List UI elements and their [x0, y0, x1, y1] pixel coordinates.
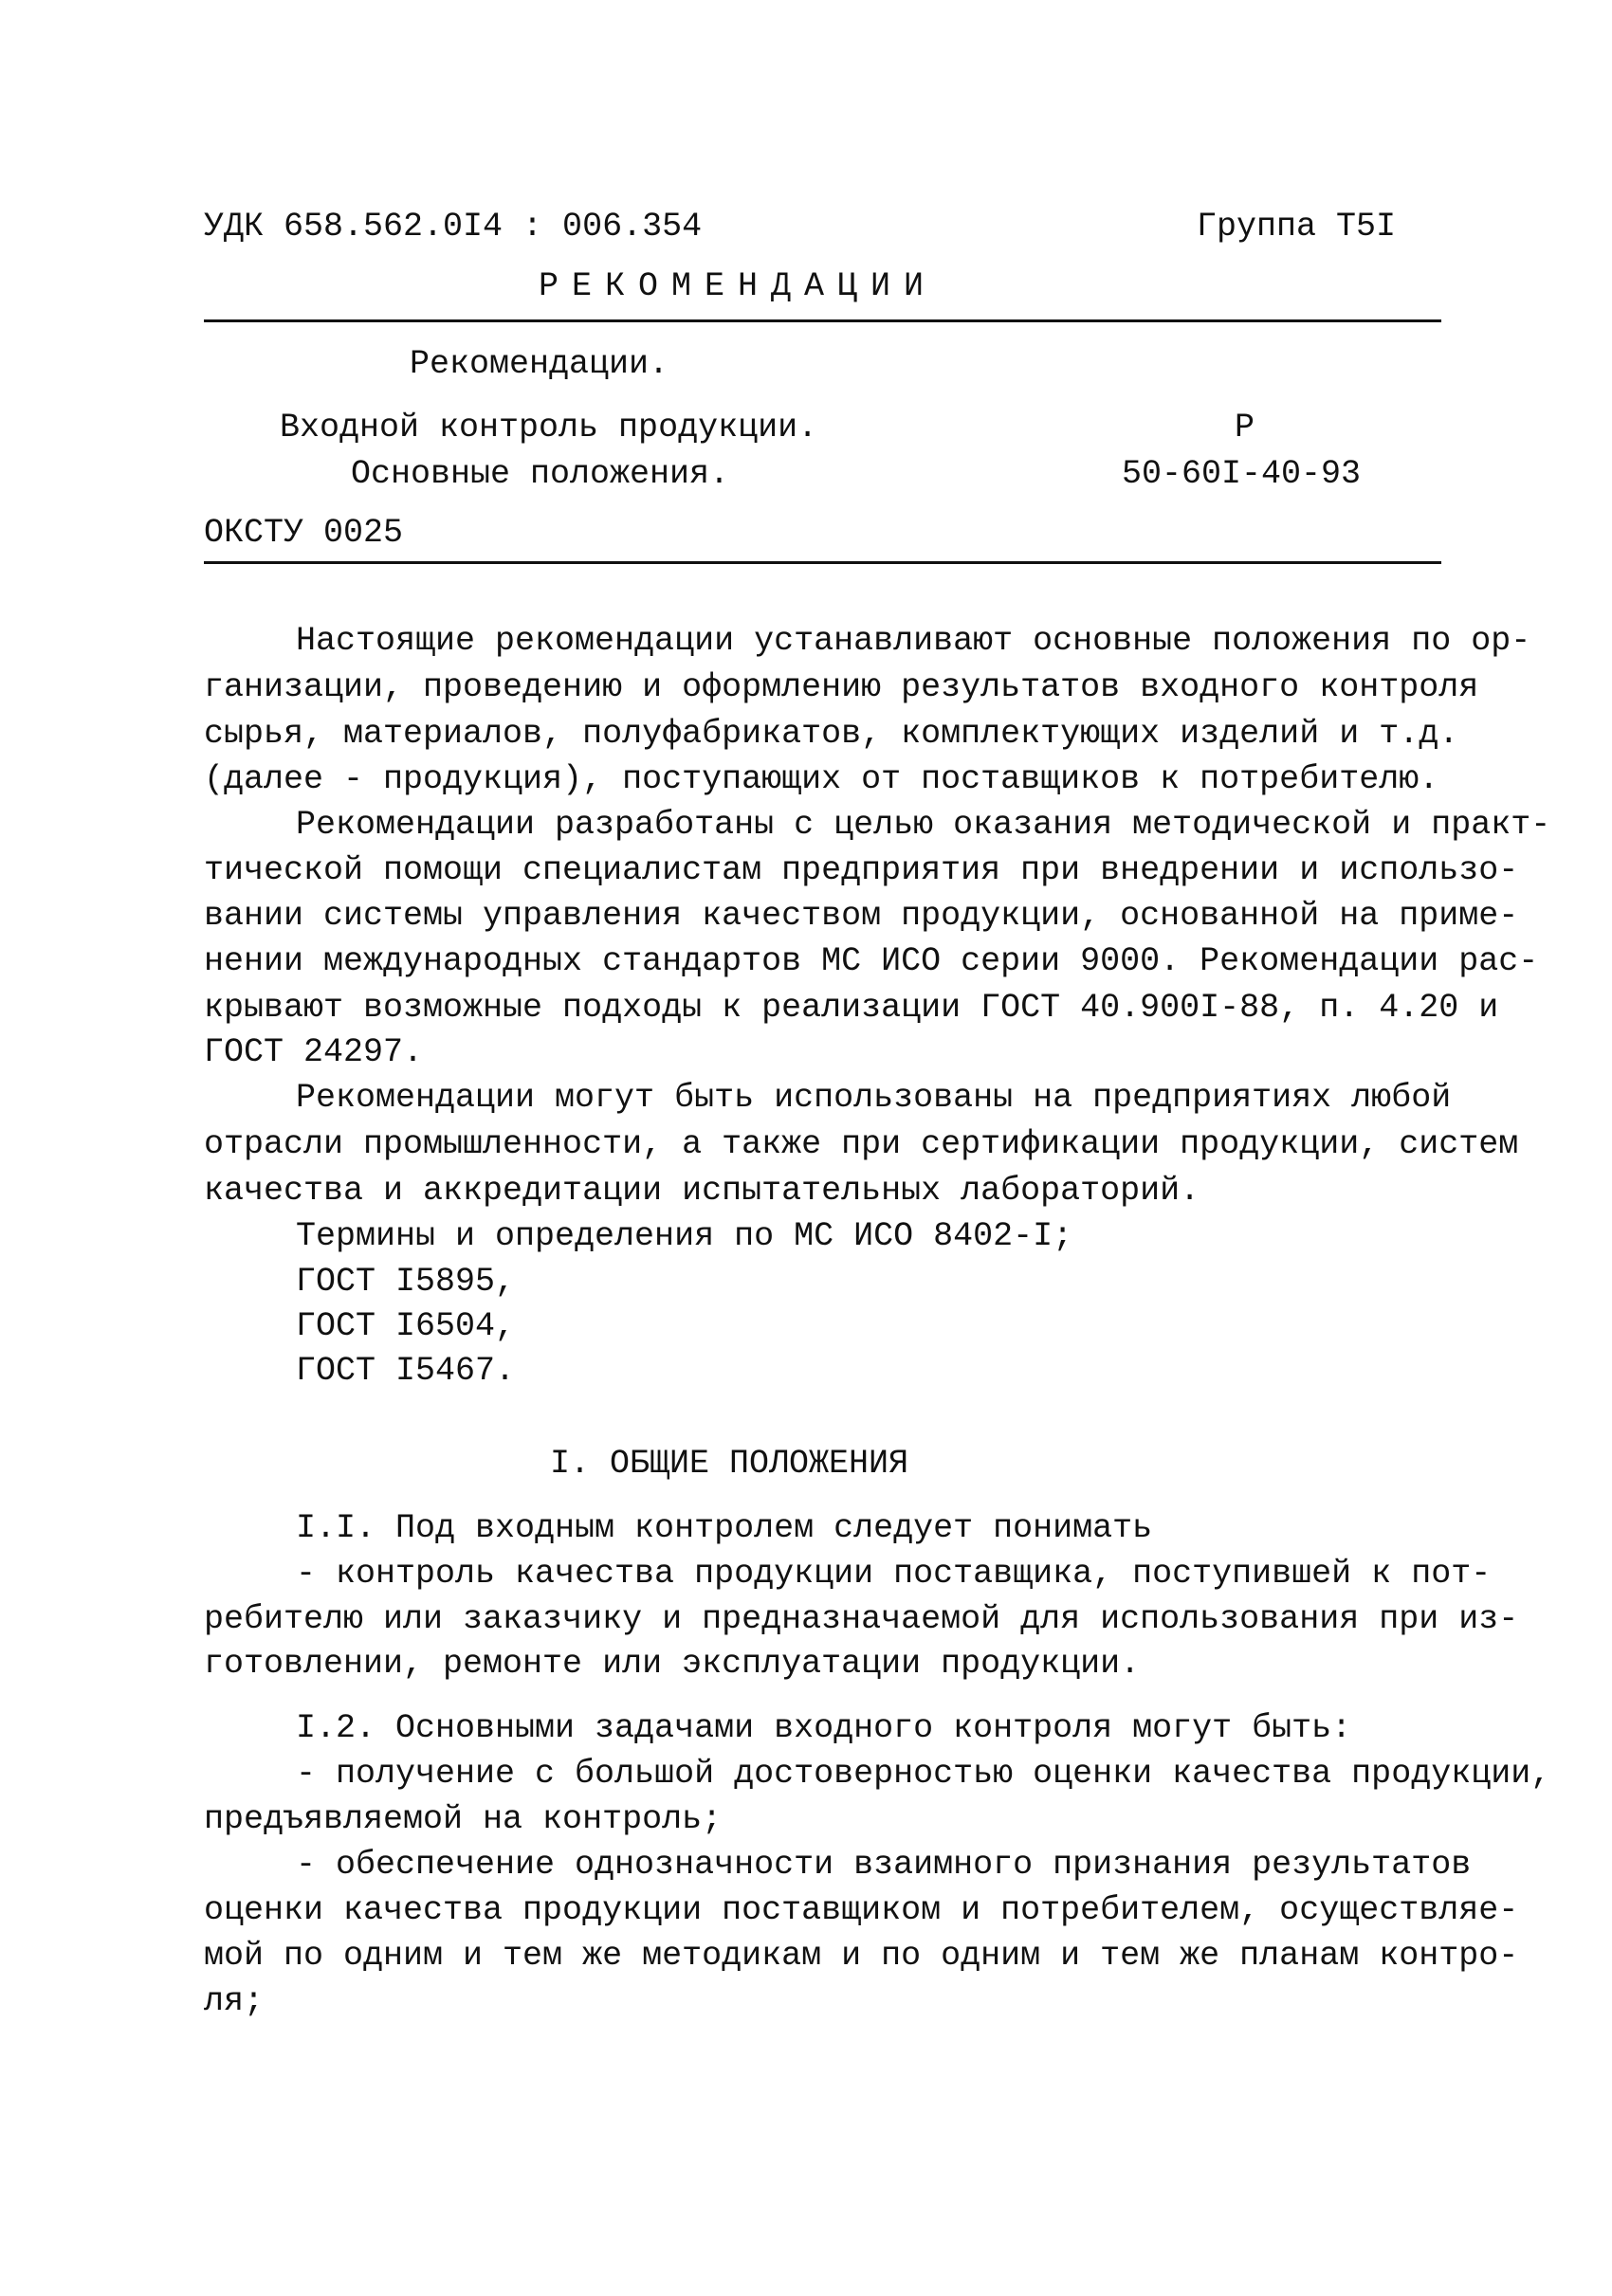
- top-divider: [204, 319, 1441, 322]
- paragraph-line: качества и аккредитации испытательных лабораторий.: [204, 1172, 1200, 1210]
- udk-code: УДК 658.562.0I4 : 006.354: [204, 208, 703, 246]
- paragraph-line: вании системы управления качеством продукции, основанной на приме-: [204, 897, 1519, 935]
- paragraph-line: - получение с большой достоверностью оценки качества продукции,: [296, 1755, 1551, 1793]
- paragraph-line: ребителю или заказчику и предназначаемой для использования при из-: [204, 1600, 1519, 1638]
- bottom-divider: [204, 561, 1441, 564]
- terms-line: ГОСТ I6504,: [296, 1307, 516, 1345]
- title-line-2: Входной контроль продукции.: [280, 409, 818, 446]
- document-code-number: 50-60I-40-93: [1122, 455, 1362, 493]
- terms-line: Термины и определения по МС ИСО 8402-I;: [296, 1217, 1073, 1255]
- paragraph-line: Рекомендации могут быть использованы на предприятиях любой: [296, 1079, 1452, 1117]
- okstu-code: ОКСТУ 0025: [204, 514, 404, 552]
- paragraph-line: оценки качества продукции поставщиком и потребителем, осуществляе-: [204, 1891, 1519, 1929]
- title-line-3: Основные положения.: [351, 455, 730, 493]
- paragraph-line: предъявляемой на контроль;: [204, 1800, 723, 1838]
- section-heading: I. ОБЩИЕ ПОЛОЖЕНИЯ: [550, 1445, 909, 1483]
- paragraph-line: мой по одним и тем же методикам и по одним и тем же планам контро-: [204, 1937, 1519, 1975]
- paragraph-line: крывают возможные подходы к реализации ГОСТ 40.900I-88, п. 4.20 и: [204, 989, 1499, 1027]
- paragraph-line: Настоящие рекомендации устанавливают основные положения по ор-: [296, 622, 1531, 660]
- paragraph-line: отрасли промышленности, а также при сертификации продукции, систем: [204, 1125, 1519, 1163]
- paragraph-line: I.I. Под входным контролем следует понимать: [296, 1509, 1153, 1547]
- paragraph-line: ганизации, проведению и оформлению результатов входного контроля: [204, 668, 1479, 706]
- paragraph-line: сырья, материалов, полуфабрикатов, комплектующих изделий и т.д.: [204, 715, 1459, 753]
- terms-line: ГОСТ I5467.: [296, 1352, 516, 1390]
- paragraph-line: тической помощи специалистам предприятия при внедрении и использо-: [204, 851, 1519, 889]
- paragraph-line: готовлении, ремонте или эксплуатации продукции.: [204, 1645, 1141, 1683]
- paragraph-line: (далее - продукция), поступающих от поставщиков к потребителю.: [204, 760, 1439, 798]
- group-label: Группа T5I: [1197, 208, 1397, 246]
- paragraph-line: ля;: [204, 1982, 265, 2020]
- terms-line: ГОСТ I5895,: [296, 1263, 516, 1301]
- title-line-1: Рекомендации.: [410, 345, 669, 383]
- paragraph-line: нении международных стандартов МС ИСО серии 9000. Рекомендации рас-: [204, 942, 1539, 980]
- paragraph-line: I.2. Основными задачами входного контроля могут быть:: [296, 1709, 1352, 1747]
- paragraph-line: Рекомендации разработаны с целью оказания методической и практ-: [296, 806, 1551, 844]
- paragraph-line: - обеспечение однозначности взаимного признания результатов: [296, 1846, 1472, 1884]
- document-type: РЕКОМЕНДАЦИИ: [539, 267, 938, 305]
- document-code-letter: Р: [1235, 409, 1255, 446]
- paragraph-line: - контроль качества продукции поставщика, поступившей к пот-: [296, 1555, 1492, 1593]
- paragraph-line: ГОСТ 24297.: [204, 1033, 424, 1071]
